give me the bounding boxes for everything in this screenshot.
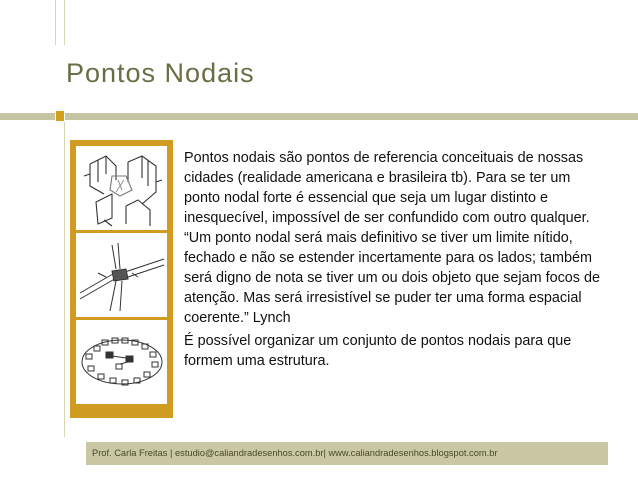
decorative-line — [64, 0, 65, 45]
plaza-sketch-icon — [76, 146, 167, 230]
sketch-enclosed-plaza — [76, 146, 167, 230]
cluster-sketch-icon — [76, 320, 167, 404]
title-divider — [0, 111, 638, 121]
side-rule — [64, 122, 65, 437]
footer-bar — [86, 442, 608, 465]
accent-square — [56, 111, 64, 121]
body-paragraph-structure: É possível organizar um conjunto de pontos nodais para que formem uma estrutura. — [184, 333, 572, 369]
decorative-line — [55, 0, 56, 45]
sketch-crossroads — [76, 233, 167, 317]
footer-credits: Prof. Carla Freitas | estudio@caliandradesenhos.com.br| www.caliandradesenhos.blogspot.com.br — [92, 448, 498, 458]
illustration-strip — [70, 140, 173, 418]
crossroads-sketch-icon — [76, 233, 167, 317]
slide-body — [184, 148, 604, 371]
header-decoration — [0, 0, 638, 45]
slide-title: Pontos Nodais — [66, 58, 255, 88]
sketch-node-cluster — [76, 320, 167, 404]
body-paragraph-definition: Pontos nodais são pontos de referencia conceituais de nossas cidades (realidade americana e brasileira tb). Para se ter um ponto nodal forte é essencial que seja um lugar distinto e inesquecível, impossível de ser confundido com outro qualquer. “Um ponto nodal será mais definitivo se tiver um limite nítido, fechado e não se estender incertamente para os lados; também será digno de nota se tiver um ou dois objeto que sejam focos de atenção. Mas será irresistível se puder ter uma forma espacial coerente.” Lynch — [184, 150, 600, 326]
